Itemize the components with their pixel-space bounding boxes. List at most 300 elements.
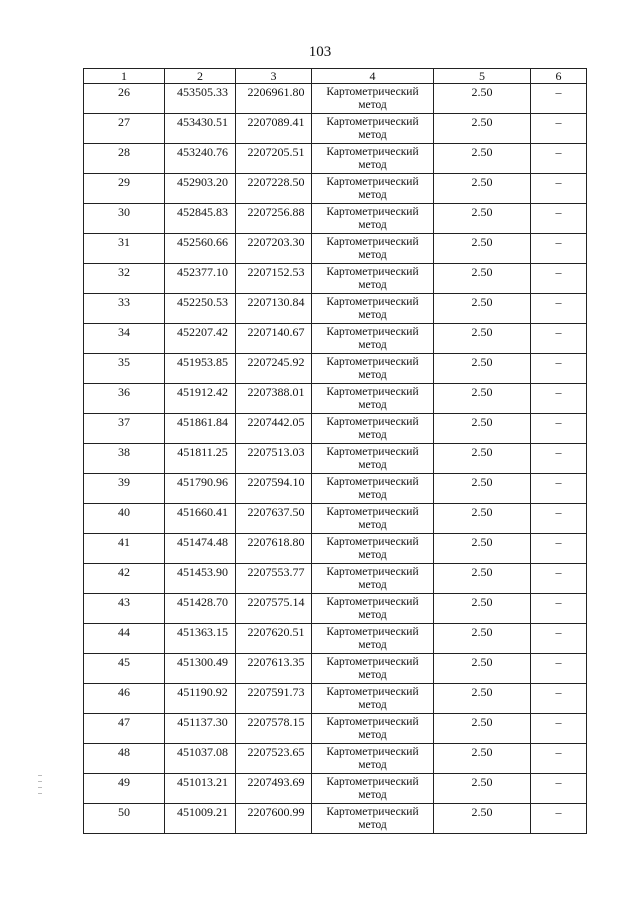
precision-cell: [434, 234, 531, 264]
method-line-1: Картометрический: [326, 626, 419, 638]
note-cell-value: –: [555, 265, 562, 279]
method-cell: [312, 354, 434, 384]
method-line-2: метод: [358, 399, 387, 411]
x-coordinate-cell: [165, 444, 236, 474]
y-coordinate-cell-value: 2207575.14: [247, 595, 305, 609]
point-number-cell: [84, 354, 165, 384]
method-cell: [312, 804, 434, 834]
method-line-2: метод: [358, 519, 387, 531]
note-cell: [531, 234, 587, 264]
note-cell: [531, 594, 587, 624]
table-row: [84, 804, 587, 834]
point-number-cell: [84, 564, 165, 594]
method-cell: [312, 264, 434, 294]
precision-cell-value: 2.50: [471, 595, 493, 609]
note-cell: [531, 144, 587, 174]
point-number-cell: [84, 774, 165, 804]
precision-cell-value: 2.50: [471, 565, 493, 579]
table-row: [84, 384, 587, 414]
method-line-1: Картометрический: [326, 146, 419, 158]
note-cell: [531, 84, 587, 114]
precision-cell-value: 2.50: [471, 775, 493, 789]
y-coordinate-cell-value: 2207152.53: [247, 265, 305, 279]
method-line-1: Картометрический: [326, 386, 419, 398]
y-coordinate-cell: [236, 354, 312, 384]
precision-cell-value: 2.50: [471, 625, 493, 639]
point-number-cell-value: 49: [118, 775, 130, 789]
note-cell: [531, 474, 587, 504]
method-cell: [312, 684, 434, 714]
y-coordinate-cell-value: 2207600.99: [247, 805, 305, 819]
method-cell: [312, 294, 434, 324]
precision-cell: [434, 774, 531, 804]
note-cell-value: –: [555, 175, 562, 189]
method-line-1: Картометрический: [326, 656, 419, 668]
table-row: [84, 84, 587, 114]
precision-cell: [434, 264, 531, 294]
x-coordinate-cell-value: 451453.90: [177, 565, 228, 579]
method-line-2: метод: [358, 99, 387, 111]
note-cell-value: –: [555, 205, 562, 219]
method-line-2: метод: [358, 159, 387, 171]
precision-cell: [434, 684, 531, 714]
method-line-2: метод: [358, 579, 387, 591]
point-number-cell-value: 35: [118, 355, 130, 369]
method-cell: [312, 324, 434, 354]
x-coordinate-cell: [165, 114, 236, 144]
table-row: [84, 534, 587, 564]
table-row: [84, 414, 587, 444]
y-coordinate-cell: [236, 654, 312, 684]
y-coordinate-cell-value: 2207245.92: [247, 355, 305, 369]
y-coordinate-cell: [236, 804, 312, 834]
note-cell: [531, 294, 587, 324]
method-line-1: Картометрический: [326, 236, 419, 248]
method-cell: [312, 444, 434, 474]
x-coordinate-cell: [165, 204, 236, 234]
point-number-cell: [84, 684, 165, 714]
x-coordinate-cell-value: 453240.76: [177, 145, 228, 159]
y-coordinate-cell: [236, 174, 312, 204]
x-coordinate-cell-value: 451300.49: [177, 655, 228, 669]
note-cell: [531, 384, 587, 414]
point-number-cell-value: 32: [118, 265, 130, 279]
table-row: [84, 144, 587, 174]
point-number-cell: [84, 114, 165, 144]
y-coordinate-cell-value: 2207513.03: [247, 445, 305, 459]
y-coordinate-cell: [236, 294, 312, 324]
point-number-cell-value: 45: [118, 655, 130, 669]
column-header-2: 2: [165, 69, 236, 84]
x-coordinate-cell: [165, 84, 236, 114]
method-line-2: метод: [358, 609, 387, 621]
x-coordinate-cell-value: 451790.96: [177, 475, 228, 489]
x-coordinate-cell-value: 451474.48: [177, 535, 228, 549]
y-coordinate-cell: [236, 594, 312, 624]
point-number-cell-value: 31: [118, 235, 130, 249]
method-cell: [312, 744, 434, 774]
note-cell-value: –: [555, 685, 562, 699]
y-coordinate-cell: [236, 324, 312, 354]
method-line-1: Картометрический: [326, 116, 419, 128]
precision-cell: [434, 114, 531, 144]
point-number-cell-value: 43: [118, 595, 130, 609]
method-cell: [312, 144, 434, 174]
note-cell: [531, 444, 587, 474]
method-line-1: Картометрический: [326, 296, 419, 308]
x-coordinate-cell: [165, 294, 236, 324]
point-number-cell: [84, 324, 165, 354]
precision-cell-value: 2.50: [471, 115, 493, 129]
x-coordinate-cell-value: 453430.51: [177, 115, 228, 129]
point-number-cell: [84, 714, 165, 744]
method-cell: [312, 654, 434, 684]
method-cell: [312, 174, 434, 204]
note-cell: [531, 504, 587, 534]
point-number-cell: [84, 84, 165, 114]
x-coordinate-cell-value: 451363.15: [177, 625, 228, 639]
method-line-2: метод: [358, 279, 387, 291]
method-line-1: Картометрический: [326, 206, 419, 218]
method-cell: [312, 204, 434, 234]
method-line-1: Картометрический: [326, 566, 419, 578]
y-coordinate-cell-value: 2207203.30: [247, 235, 305, 249]
point-number-cell: [84, 204, 165, 234]
y-coordinate-cell: [236, 714, 312, 744]
note-cell-value: –: [555, 625, 562, 639]
y-coordinate-cell: [236, 444, 312, 474]
method-line-1: Картометрический: [326, 86, 419, 98]
y-coordinate-cell-value: 2207256.88: [247, 205, 305, 219]
method-line-2: метод: [358, 369, 387, 381]
point-number-cell: [84, 444, 165, 474]
precision-cell-value: 2.50: [471, 235, 493, 249]
y-coordinate-cell-value: 2207613.35: [247, 655, 305, 669]
table-row: [84, 744, 587, 774]
precision-cell: [434, 624, 531, 654]
table-row: [84, 474, 587, 504]
y-coordinate-cell: [236, 534, 312, 564]
x-coordinate-cell-value: 451137.30: [177, 715, 228, 729]
method-cell: [312, 624, 434, 654]
note-cell-value: –: [555, 775, 562, 789]
table-row: [84, 594, 587, 624]
method-line-1: Картометрический: [326, 776, 419, 788]
y-coordinate-cell-value: 2207442.05: [247, 415, 305, 429]
method-cell: [312, 474, 434, 504]
x-coordinate-cell-value: 451861.84: [177, 415, 228, 429]
point-number-cell-value: 40: [118, 505, 130, 519]
precision-cell-value: 2.50: [471, 85, 493, 99]
x-coordinate-cell: [165, 504, 236, 534]
column-header-5: 5: [434, 69, 531, 84]
precision-cell: [434, 324, 531, 354]
method-line-2: метод: [358, 129, 387, 141]
note-cell-value: –: [555, 505, 562, 519]
note-cell: [531, 774, 587, 804]
point-number-cell: [84, 624, 165, 654]
x-coordinate-cell: [165, 564, 236, 594]
precision-cell-value: 2.50: [471, 685, 493, 699]
point-number-cell-value: 34: [118, 325, 130, 339]
table-row: [84, 504, 587, 534]
precision-cell: [434, 474, 531, 504]
precision-cell: [434, 654, 531, 684]
method-line-1: Картометрический: [326, 806, 419, 818]
precision-cell: [434, 594, 531, 624]
precision-cell-value: 2.50: [471, 355, 493, 369]
precision-cell-value: 2.50: [471, 175, 493, 189]
method-line-1: Картометрический: [326, 716, 419, 728]
point-number-cell: [84, 384, 165, 414]
table-row: [84, 564, 587, 594]
method-line-2: метод: [358, 729, 387, 741]
precision-cell-value: 2.50: [471, 505, 493, 519]
method-line-1: Картометрический: [326, 746, 419, 758]
precision-cell-value: 2.50: [471, 145, 493, 159]
x-coordinate-cell-value: 452845.83: [177, 205, 228, 219]
precision-cell-value: 2.50: [471, 535, 493, 549]
point-number-cell: [84, 654, 165, 684]
note-cell: [531, 684, 587, 714]
point-number-cell-value: 41: [118, 535, 130, 549]
x-coordinate-cell: [165, 414, 236, 444]
coordinates-table: [83, 68, 587, 834]
x-coordinate-cell: [165, 594, 236, 624]
method-line-2: метод: [358, 219, 387, 231]
x-coordinate-cell: [165, 774, 236, 804]
method-line-2: метод: [358, 309, 387, 321]
precision-cell: [434, 414, 531, 444]
x-coordinate-cell-value: 452903.20: [177, 175, 228, 189]
method-line-1: Картометрический: [326, 446, 419, 458]
y-coordinate-cell-value: 2207578.15: [247, 715, 305, 729]
method-line-2: метод: [358, 249, 387, 261]
precision-cell: [434, 204, 531, 234]
point-number-cell-value: 29: [118, 175, 130, 189]
point-number-cell: [84, 744, 165, 774]
precision-cell-value: 2.50: [471, 265, 493, 279]
point-number-cell: [84, 804, 165, 834]
x-coordinate-cell: [165, 684, 236, 714]
precision-cell: [434, 294, 531, 324]
point-number-cell-value: 42: [118, 565, 130, 579]
note-cell-value: –: [555, 715, 562, 729]
y-coordinate-cell-value: 2207618.80: [247, 535, 305, 549]
x-coordinate-cell: [165, 474, 236, 504]
method-line-2: метод: [358, 429, 387, 441]
point-number-cell: [84, 144, 165, 174]
y-coordinate-cell: [236, 234, 312, 264]
precision-cell: [434, 444, 531, 474]
column-header-4: 4: [312, 69, 434, 84]
x-coordinate-cell-value: 451660.41: [177, 505, 228, 519]
method-line-1: Картометрический: [326, 506, 419, 518]
point-number-cell-value: 47: [118, 715, 130, 729]
note-cell-value: –: [555, 745, 562, 759]
note-cell: [531, 744, 587, 774]
method-line-1: Картометрический: [326, 326, 419, 338]
method-cell: [312, 504, 434, 534]
x-coordinate-cell-value: 452377.10: [177, 265, 228, 279]
x-coordinate-cell-value: 451912.42: [177, 385, 228, 399]
table-row: [84, 234, 587, 264]
y-coordinate-cell: [236, 684, 312, 714]
precision-cell-value: 2.50: [471, 475, 493, 489]
point-number-cell-value: 28: [118, 145, 130, 159]
note-cell-value: –: [555, 115, 562, 129]
y-coordinate-cell-value: 2207089.41: [247, 115, 305, 129]
point-number-cell: [84, 504, 165, 534]
precision-cell: [434, 714, 531, 744]
table-row: [84, 174, 587, 204]
method-cell: [312, 414, 434, 444]
note-cell: [531, 264, 587, 294]
y-coordinate-cell: [236, 114, 312, 144]
column-header-1: 1: [84, 69, 165, 84]
point-number-cell-value: 46: [118, 685, 130, 699]
y-coordinate-cell: [236, 624, 312, 654]
point-number-cell-value: 44: [118, 625, 130, 639]
note-cell: [531, 204, 587, 234]
note-cell-value: –: [555, 535, 562, 549]
x-coordinate-cell-value: 451953.85: [177, 355, 228, 369]
x-coordinate-cell: [165, 144, 236, 174]
precision-cell-value: 2.50: [471, 385, 493, 399]
column-header-6: 6: [531, 69, 587, 84]
x-coordinate-cell-value: 452207.42: [177, 325, 228, 339]
method-cell: [312, 774, 434, 804]
method-cell: [312, 114, 434, 144]
method-line-2: метод: [358, 459, 387, 471]
precision-cell: [434, 504, 531, 534]
x-coordinate-cell-value: 453505.33: [177, 85, 228, 99]
margin-marks: [38, 770, 46, 802]
point-number-cell: [84, 234, 165, 264]
precision-cell: [434, 384, 531, 414]
point-number-cell-value: 39: [118, 475, 130, 489]
point-number-cell-value: 30: [118, 205, 130, 219]
method-line-2: метод: [358, 339, 387, 351]
method-line-2: метод: [358, 759, 387, 771]
precision-cell: [434, 744, 531, 774]
y-coordinate-cell: [236, 144, 312, 174]
y-coordinate-cell-value: 2207205.51: [247, 145, 305, 159]
note-cell: [531, 324, 587, 354]
x-coordinate-cell: [165, 534, 236, 564]
x-coordinate-cell: [165, 174, 236, 204]
note-cell: [531, 654, 587, 684]
x-coordinate-cell: [165, 744, 236, 774]
y-coordinate-cell-value: 2206961.80: [247, 85, 305, 99]
method-line-1: Картометрический: [326, 686, 419, 698]
y-coordinate-cell-value: 2207523.65: [247, 745, 305, 759]
method-line-1: Картометрический: [326, 476, 419, 488]
table-row: [84, 714, 587, 744]
point-number-cell-value: 36: [118, 385, 130, 399]
note-cell: [531, 414, 587, 444]
page-number: 103: [308, 44, 332, 60]
note-cell-value: –: [555, 295, 562, 309]
precision-cell: [434, 144, 531, 174]
method-line-1: Картометрический: [326, 356, 419, 368]
table-row: [84, 624, 587, 654]
note-cell: [531, 624, 587, 654]
precision-cell-value: 2.50: [471, 325, 493, 339]
y-coordinate-cell-value: 2207493.69: [247, 775, 305, 789]
method-line-1: Картометрический: [326, 416, 419, 428]
y-coordinate-cell-value: 2207591.73: [247, 685, 305, 699]
note-cell-value: –: [555, 595, 562, 609]
point-number-cell-value: 38: [118, 445, 130, 459]
table-row: [84, 324, 587, 354]
table-row: [84, 204, 587, 234]
method-line-1: Картометрический: [326, 266, 419, 278]
precision-cell: [434, 174, 531, 204]
x-coordinate-cell-value: 451009.21: [177, 805, 228, 819]
x-coordinate-cell: [165, 234, 236, 264]
method-line-2: метод: [358, 549, 387, 561]
point-number-cell-value: 37: [118, 415, 130, 429]
column-header-3: 3: [236, 69, 312, 84]
note-cell-value: –: [555, 415, 562, 429]
note-cell-value: –: [555, 325, 562, 339]
point-number-cell: [84, 534, 165, 564]
precision-cell: [434, 804, 531, 834]
x-coordinate-cell-value: 452250.53: [177, 295, 228, 309]
y-coordinate-cell-value: 2207594.10: [247, 475, 305, 489]
precision-cell-value: 2.50: [471, 415, 493, 429]
table-row: [84, 444, 587, 474]
point-number-cell-value: 50: [118, 805, 130, 819]
y-coordinate-cell: [236, 414, 312, 444]
note-cell-value: –: [555, 475, 562, 489]
table-row: [84, 264, 587, 294]
precision-cell-value: 2.50: [471, 445, 493, 459]
method-line-1: Картометрический: [326, 176, 419, 188]
point-number-cell-value: 48: [118, 745, 130, 759]
x-coordinate-cell-value: 451037.08: [177, 745, 228, 759]
method-cell: [312, 594, 434, 624]
x-coordinate-cell: [165, 714, 236, 744]
point-number-cell-value: 26: [118, 85, 130, 99]
method-cell: [312, 564, 434, 594]
y-coordinate-cell-value: 2207637.50: [247, 505, 305, 519]
note-cell: [531, 714, 587, 744]
point-number-cell: [84, 474, 165, 504]
note-cell: [531, 114, 587, 144]
table-header-row: [84, 69, 587, 84]
note-cell-value: –: [555, 445, 562, 459]
precision-cell: [434, 534, 531, 564]
x-coordinate-cell: [165, 264, 236, 294]
note-cell: [531, 564, 587, 594]
method-line-2: метод: [358, 489, 387, 501]
method-line-2: метод: [358, 639, 387, 651]
y-coordinate-cell-value: 2207620.51: [247, 625, 305, 639]
note-cell-value: –: [555, 145, 562, 159]
precision-cell-value: 2.50: [471, 715, 493, 729]
x-coordinate-cell-value: 451811.25: [177, 445, 228, 459]
y-coordinate-cell: [236, 474, 312, 504]
precision-cell-value: 2.50: [471, 745, 493, 759]
table-row: [84, 114, 587, 144]
precision-cell-value: 2.50: [471, 655, 493, 669]
method-line-2: метод: [358, 699, 387, 711]
method-line-2: метод: [358, 669, 387, 681]
point-number-cell: [84, 174, 165, 204]
note-cell-value: –: [555, 385, 562, 399]
